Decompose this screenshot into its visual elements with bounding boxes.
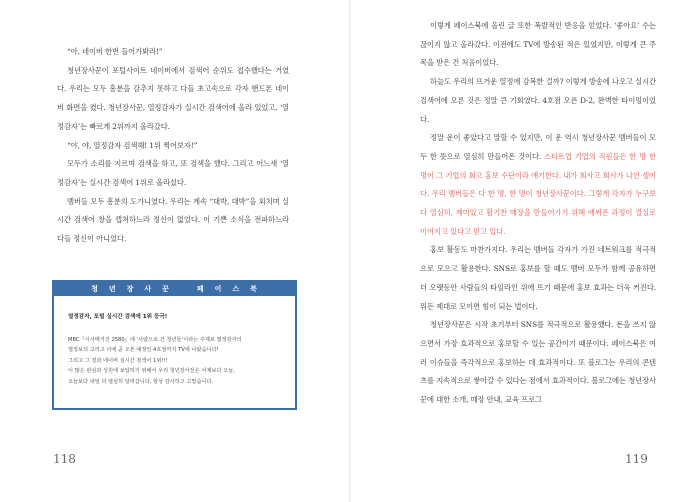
left-paragraph: 모두가 소리를 지르며 검색을 하고, 또 검색을 했다. 그리고 어느새 ‘열정감자’는 실시간 검색어 1위로 올라섰다. xyxy=(57,159,289,187)
facebook-post-line: 오늘보다 내일 더 열심히 달려갑니다. 항상 감사하고 고맙습니다. xyxy=(68,378,214,385)
header-char: 스 xyxy=(232,285,241,293)
text-run: 홍보 활동도 마찬가지다. 우리는 멤버들 각자가 가진 네트워크를 적극적으로 모으고 활용한다. SNS로 홍보를 할 때도 멤버 모두가 함께 공유하면 더 오랫동안 사람들의 타임라인 위에 뜨기 때문에 홍보 효과는 더욱 커진다. 뭐든 제대로 모이면 힘이 되는 법이다. xyxy=(420,245,656,311)
header-char: 사 xyxy=(144,285,153,293)
left-paragraph: 멤버들 모두 흥분의 도가니였다. 우리는 계속 “대박, 대박”을 외치며 실시간 검색어 창을 캡쳐하느라 정신이 없었다. 이 기쁜 소식을 전파하느라 다들 정신이 아니었다. xyxy=(57,196,289,244)
right-body-text xyxy=(420,17,656,410)
left-paragraph: “야, 야, 열정감자 검색해! 1위 찍어보자!” xyxy=(67,140,198,150)
text-run: 하늘도 우리의 뜨거운 열정에 감복한 걸까? 이렇게 방송에 나오고 실시간 검색어에 오른 것은 정말 큰 기회였다. 4호점 오픈 D-2, 완벽한 타이밍이었다. xyxy=(420,77,656,124)
facebook-post-line: MBC『시사매거진 2580』에 ‘사람으로 간 청년들’이라는 주제로 열정감자의 xyxy=(68,336,242,343)
facebook-post-header xyxy=(54,282,295,296)
right-paragraph xyxy=(420,17,656,73)
facebook-post-lines xyxy=(68,335,285,388)
header-char: 꾼 xyxy=(162,285,170,293)
page-number-right: 119 xyxy=(625,452,648,466)
facebook-post-body xyxy=(54,296,295,387)
right-paragraph xyxy=(420,316,656,410)
header-char xyxy=(180,285,187,293)
header-char: 년 xyxy=(108,285,117,293)
page-number-left: 118 xyxy=(53,452,76,466)
right-paragraph xyxy=(420,241,656,316)
right-page xyxy=(350,0,700,502)
left-paragraph: 청년장사꾼이 포털사이트 네이버에서 검색어 순위도 접수했다는 거였다. 우리는 모두 흥분을 감추지 못하고 다들 초고속으로 각자 핸드폰 네이버 화면을 켰다. 청년장사꾼, 열정감자가 실시간 검색어에 올라 있었고, ‘열정감자’는 빠르게 2위까지 올라갔다. xyxy=(57,65,289,131)
facebook-post-line: 열정보되 고리고 이에 곧 오픈 예정인 4호점까지 TV에 나왔습니다! xyxy=(68,347,219,353)
facebook-post-line: 그리고 그 결과 네이버 실시간 검색어 1위!!! xyxy=(68,357,168,364)
text-run: 이렇게 페이스북에 올린 글 또한 폭발적인 반응을 얻었다. ‘좋아요’ 수는 끊이지 않고 올라갔다. 이전에도 TV에 방송된 적은 있었지만, 이렇게 큰 주목을 받은 건 처음이었다. xyxy=(420,21,656,68)
left-body-text xyxy=(57,43,289,249)
header-char: 페 xyxy=(196,285,205,293)
header-char: 장 xyxy=(126,285,135,293)
right-paragraph xyxy=(420,129,656,241)
facebook-post-box xyxy=(52,280,297,410)
facebook-post-title: 열정감자, 포털 실시간 검색에 1위 등극! xyxy=(68,314,168,320)
header-char: 이 xyxy=(214,285,223,293)
highlighted-text: 스타트업 기업의 직원들은 한 명 한 명이 그 기업의 회고 홍보 수단이라 얘기한다. 내가 회사고 회사가 나인 셈이다. 우리 멤버들은 다 한 명, 한 명이 청년장사꾼이다. 그렇게 각자가 누구보다 열심히, 재미있고 활기찬 매장을 만들어가기 위해 애써온 과정이 결실로 이어지고 있다고 믿고 있다. xyxy=(420,151,656,236)
left-paragraph: “아, 네이버 한번 들어가봐라!” xyxy=(67,47,163,56)
header-char: 북 xyxy=(250,285,258,293)
header-char: 청 xyxy=(91,285,99,293)
text-run: 청년장사꾼은 시작 초기부터 SNS를 적극적으로 활용했다. 돈을 쓰지 않으면서 가장 효과적으로 홍보할 수 있는 공간이기 때문이다. 페이스북은 여러 이슈들을 즉각적으로 홍보하는 데 효과적이다. 또 블로그는 우리의 콘텐츠를 지속적으로 쌓아갈 수 있다는 점에서 효과적이다. 블로그에는 청년장사꾼에 대한 소개, 매장 안내, 교육 프로그 xyxy=(420,320,656,405)
facebook-post-line: 이 많은 관심과 성원에 보답하기 위해서 우리 청년장사꾼은 어제보다 오늘, xyxy=(68,368,235,374)
right-paragraph xyxy=(420,73,656,129)
text-run: 정말 운이 좋았다고 말할 수 있지만, 이 운 역시 청년장사꾼 멤버들이 모두 한 뜻으로 열심히 만들어온 것이다. xyxy=(420,133,656,161)
